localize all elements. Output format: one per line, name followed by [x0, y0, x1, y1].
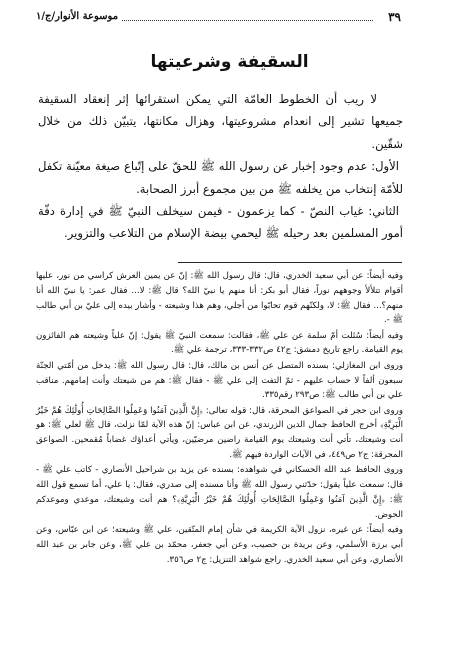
- intro-paragraph: لا ريب أن الخطوط العامّة التي يمكن استقرائها إثر إنعقاد السقيفة جميعها تشير إلى انعدام مشروعيتها، وهزال مكانتها، يتبيّن ذلك من خلال شقّين.: [38, 92, 403, 151]
- footnotes: [36, 269, 403, 568]
- running-title: موسوعة الأنوار/ج/١: [36, 11, 119, 22]
- footnote-paragraph: وروى الحافظ عبد الله الحسكاني في شواهده: بسنده عن يزيد بن شراحيل الأنصاري - كاتب علي ﷺ - قال: سمعت علياً يقول: حدّثني رسول الله ﷺ وأنا مسنده إلى صدري، فقال: يا علي، أما تسمع قول الله ﷺ: ﴿إِنَّ الَّذِينَ آمَنُوا وَعَمِلُوا الصَّالِحَاتِ أُولَٰئِكَ هُمْ خَيْرُ الْبَرِيَّةِ﴾؟ هم أنت وشيعتك، موعدي وموعدكم الحوض.: [36, 465, 403, 520]
- main-text: [38, 88, 403, 245]
- page-number: ٣٩: [388, 10, 401, 24]
- section-title: السقيفة وشرعيتها: [150, 52, 309, 72]
- first-point-paragraph: الأول: عدم وجود إخبار عن رسول الله ﷺ للحقّ على إتّباع صيغة معيّنة تكفل للأمّة إنتخاب من يخلفه ﷺ من بين مجموع أبرز الصحابة.: [38, 159, 403, 196]
- footnote-paragraph: وروى ابن المغازلي: بسنده المتصل عن أنس بن مالك، قال: قال رسول الله ﷺ: يدخل من أمّتي الجنّة سبعون ألفاً لا حساب عليهم - ثمّ التفت إلى علي ﷺ - فقال ﷺ: هم من شيعتك وأنت إمامهم. مناقب علي بن أبي طالب ﷺ: ص٢٩٣ رقم٣٣٥.: [36, 360, 403, 401]
- footnote-separator: [178, 262, 402, 263]
- footnote-paragraph: وفيه أيضاً: عن غيره، نزول الآية الكريمة في شأن إمام المتّقين، علي ﷺ وشيعته؛ عن ابن عبّاس، وعن أبي برزة الأسلمي، وعن بريدة بن حصيب، وعن أبي جعفر، محمّد بن علي ﷺ، وعن جابر بن عبد الله الأنصاري، وعن أبي سعيد الخدري. راجع شواهد التنزيل: ج٢ ص٣٥٦.: [36, 525, 403, 565]
- footnote-paragraph: وروى ابن حجر في الصواعق المحرقة، قال: قوله تعالى: ﴿إِنَّ الَّذِينَ آمَنُوا وَعَمِلُوا الصَّالِحَاتِ أُولَٰئِكَ هُمْ خَيْرُ الْبَرِيَّةِ﴾ أخرج الحافظ جمال الدين الزرندي، عن ابن عباس: إنّ هذه الآية لمّا نزلت، قال ﷺ لعلي ﷺ: هو أنت وشيعتك، تأتي أنت وشيعتك يوم القيامة راضين مرضيّين، ويأتي أعداؤك غضاباً مُقمحين. الصواعق المحرقة: ج٢ ص٤٤٩، في الآيات الواردة فيهم ﷺ.: [36, 405, 403, 461]
- footnote-paragraph: وفيه أيضاً: سُئلت أمّ سلمة عن علي ﷺ، فقالت: سمعت النبيّ ﷺ يقول: إنّ علياً وشيعته هم الفائزون يوم القيامة. راجع تاريخ دمشق: ج٤٢ ص٣٣٢-٣٣٣، ترجمة علي ﷺ.: [36, 330, 403, 356]
- footnote-paragraph: وفيه أيضاً: عن أبي سعيد الخدري، قال: قال رسول الله ﷺ: إنّ عن يمين العرش كراسي من نور، عليها أقوام تتلألأ وجوههم نوراً، فقال أبو بكر: أنا منهم يا نبيّ الله؟ قال ﷺ: لا... فقال عمر: يا نبيّ الله أنا منهم؟... فقال ﷺ: لا، ولكنّهم قوم تحابّوا من أجلي، وهم هذا وشيعته - وأشار بيده إلى عليّ بن أبي طالب ﷺ -.: [36, 271, 403, 326]
- running-header: [36, 10, 401, 26]
- header-dotted-leader: [122, 20, 373, 21]
- second-point-paragraph: الثاني: غياب النصّ - كما يزعمون - فيمن سيخلف النبيّ ﷺ في إدارة دفّة أمور المسلمين بعد رحيله ﷺ ليحمي بيضة الإسلام من التلاعب والتزوير.: [38, 204, 403, 241]
